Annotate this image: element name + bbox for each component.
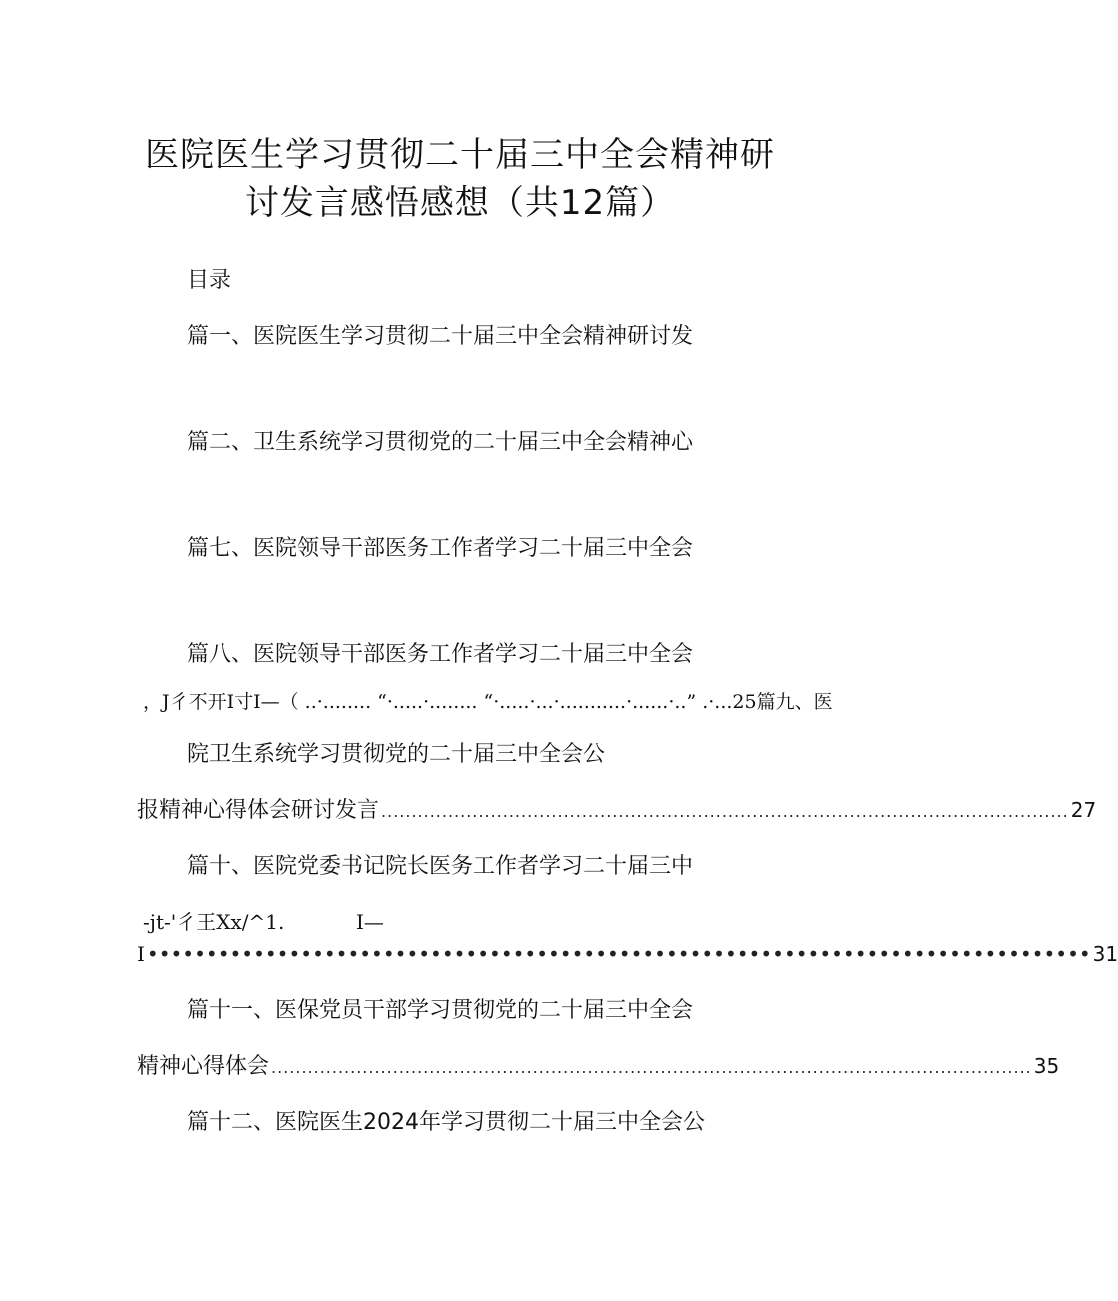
toc-entry-10-page-number: 31	[1092, 942, 1118, 966]
bullet-leader: ••••••••••••••••••••••••••••••••••••••••••••••••••••••••••••••••••••••••••••••••	[146, 942, 1091, 966]
toc-entry-8: 篇八、医院领导干部医务工作者学习二十届三中全会	[187, 642, 694, 667]
toc-entry-10-ocr-artifact-a: -jt-'彳王Xx/^1.	[143, 910, 285, 934]
toc-entry-12: 篇十二、医院医生2024年学习贯彻二十届三中全会公	[187, 1110, 705, 1135]
toc-entry-2: 篇二、卫生系统学习贯彻党的二十届三中全会精神心	[187, 430, 694, 455]
toc-entry-9-tail	[137, 798, 1097, 823]
toc-entry-10-ocr-artifact-c: I	[137, 942, 145, 966]
dot-leader: .............................................................................................................................	[271, 1058, 1032, 1077]
toc-entry-11-tail-text: 精神心得体会	[137, 1054, 270, 1079]
toc-entry-8-ocr-artifact: ，J彳不开I寸I—（ ..·........ “·.....·........ “·.....·...·...........·......·..” .·...25篇九、医	[143, 691, 833, 713]
document-title-line-2: 讨发言感悟感想（共12篇）	[244, 183, 676, 223]
toc-entry-9-page-number: 27	[1070, 798, 1097, 822]
toc-entry-10: 篇十、医院党委书记院长医务工作者学习二十届三中	[187, 854, 694, 879]
toc-entry-11: 篇十一、医保党员干部学习贯彻党的二十届三中全会	[187, 998, 694, 1023]
dot-leader: .................................................................................................................	[381, 802, 1069, 821]
toc-entry-10-tail	[137, 942, 1118, 966]
toc-entry-9-continuation: 院卫生系统学习贯彻党的二十届三中全会公	[187, 742, 606, 767]
toc-heading: 目录	[187, 268, 232, 293]
document-title-line-1: 医院医生学习贯彻二十届三中全会精神研	[145, 135, 775, 175]
toc-entry-1: 篇一、医院医生学习贯彻二十届三中全会精神研讨发	[187, 324, 694, 349]
toc-entry-11-tail	[137, 1054, 1060, 1079]
toc-entry-10-ocr-artifact-b: I—	[356, 910, 384, 934]
toc-entry-7: 篇七、医院领导干部医务工作者学习二十届三中全会	[187, 536, 694, 561]
toc-entry-11-page-number: 35	[1033, 1054, 1060, 1078]
toc-entry-9-tail-text: 报精神心得体会研讨发言	[137, 798, 380, 823]
